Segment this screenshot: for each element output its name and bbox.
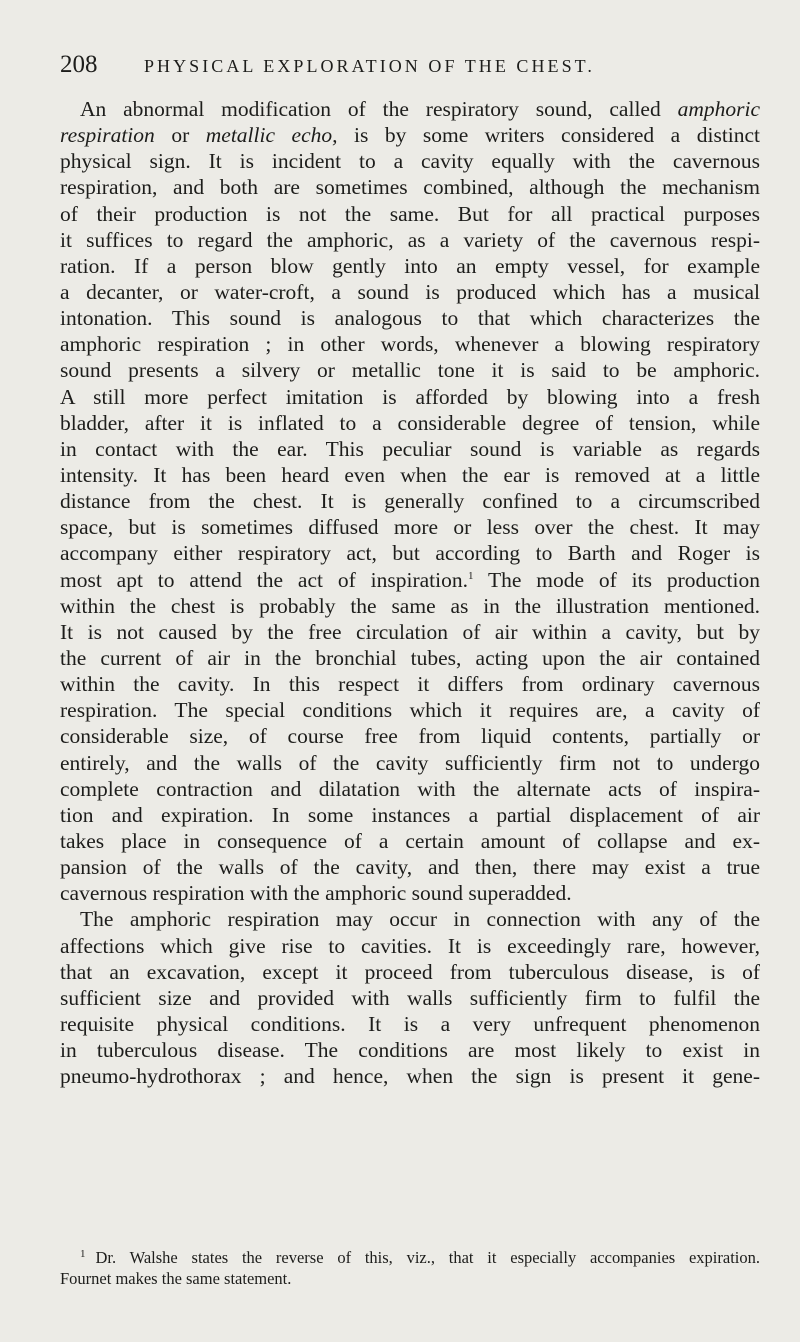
text-line: It is not caused by the free circulation of air within a cavity, but by <box>60 619 760 644</box>
text-line: that an excavation, except it proceed from tuberculous disease, is of <box>60 959 760 984</box>
text-line: ration. If a person blow gently into an empty vessel, for example <box>60 253 760 278</box>
text-line: complete contraction and dilatation with the alternate acts of inspira- <box>60 776 760 801</box>
text-line: respiration, and both are sometimes combined, although the mechanism <box>60 175 760 200</box>
text-line: affections which give rise to cavities. It is exceedingly rare, however, <box>60 933 760 958</box>
text-line: intonation. This sound is analogous to that which characterizes the <box>60 306 760 331</box>
text-line: physical sign. It is incident to a cavity equally with the cavernous <box>60 149 760 174</box>
text-line: in contact with the ear. This peculiar sound is variable as regards <box>60 436 760 461</box>
paragraph-amphoric-respiration <box>60 96 760 906</box>
footnote-marker: 1 <box>80 1247 86 1260</box>
text-line: space, but is sometimes diffused more or less over the chest. It may <box>60 515 760 540</box>
text-line: in tuberculous disease. The conditions are most likely to exist in <box>60 1038 760 1063</box>
text-line: entirely, and the walls of the cavity sufficiently firm not to undergo <box>60 750 760 775</box>
running-head <box>60 50 760 80</box>
text-line: within the chest is probably the same as in the illustration mentioned. <box>60 593 760 618</box>
page-number: 208 <box>60 51 98 78</box>
text-line: tion and expiration. In some instances a partial displacement of air <box>60 802 760 827</box>
text-line: pansion of the walls of the cavity, and then, there may exist a true <box>60 855 760 880</box>
footnote-line: Fournet makes the same statement. <box>60 1269 292 1288</box>
text-line: the current of air in the bronchial tubes, acting upon the air contained <box>60 645 760 670</box>
text-line: pneumo-hydrothorax ; and hence, when the sign is present it gene- <box>60 1064 760 1089</box>
text-line: distance from the chest. It is generally confined to a circumscribed <box>60 489 760 514</box>
text-line: of their production is not the same. But for all practical purposes <box>60 201 760 226</box>
running-title: PHYSICAL EXPLORATION OF THE CHEST. <box>144 56 595 76</box>
footnote-reference: 1 <box>467 569 474 582</box>
text-line: sound presents a silvery or metallic tone it is said to be amphoric. <box>60 358 760 383</box>
text-line: it suffices to regard the amphoric, as a variety of the cavernous respi- <box>60 227 760 252</box>
text-line: considerable size, of course free from liquid contents, partially or <box>60 724 760 749</box>
italic-term: amphoric <box>677 97 760 121</box>
text-line: A still more perfect imitation is afforded by blowing into a fresh <box>60 384 760 409</box>
text-line: within the cavity. In this respect it differs from ordinary cavernous <box>60 672 760 697</box>
text-line: takes place in consequence of a certain amount of collapse and ex- <box>60 828 760 853</box>
text-line: respiration or metallic echo, is by some writers considered a distinct <box>60 123 760 148</box>
footnote <box>60 1247 760 1289</box>
paragraph-amphoric-occurrence <box>60 906 760 1089</box>
italic-term: metallic echo, <box>205 123 338 148</box>
text-line: cavernous respiration with the amphoric sound superadded. <box>60 881 572 906</box>
text-line: sufficient size and provided with walls sufficiently firm to fulfil the <box>60 985 760 1010</box>
body-text <box>60 96 760 1089</box>
text-line: accompany either respiratory act, but according to Barth and Roger is <box>60 541 760 566</box>
text-line: respiration. The special conditions which it requires are, a cavity of <box>60 698 760 723</box>
text-line: most apt to attend the act of inspiration.$^1$ The mode of its production <box>60 567 760 592</box>
footnote-line: $^1$ Dr. Walshe states the reverse of this, viz., that it especially accompanies expiration. <box>80 1247 760 1267</box>
text-line: amphoric respiration ; in other words, whenever a blowing respiratory <box>60 332 760 357</box>
text-line: requisite physical conditions. It is a very unfrequent phenomenon <box>60 1011 760 1036</box>
text-line: a decanter, or water-croft, a sound is produced which has a musical <box>60 279 760 304</box>
text-line: intensity. It has been heard even when the ear is removed at a little <box>60 462 760 487</box>
italic-term: respiration <box>60 123 155 148</box>
text-line: An abnormal modification of the respiratory sound, called amphoric <box>80 97 760 121</box>
text-line: bladder, after it is inflated to a considerable degree of tension, while <box>60 410 760 435</box>
text-line: The amphoric respiration may occur in connection with any of the <box>80 907 760 932</box>
